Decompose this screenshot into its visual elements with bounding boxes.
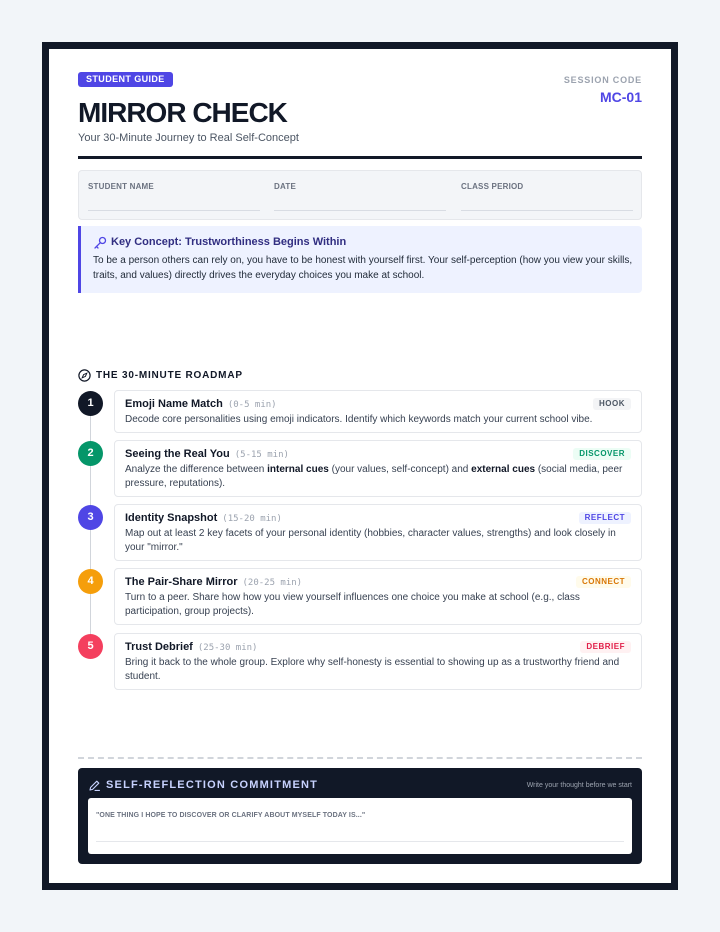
step-description: Bring it back to the whole group. Explore why self-honesty is essential to showing up as a trustworthy friend and student.	[125, 657, 620, 682]
internal-cues-term: internal cues	[267, 464, 329, 475]
step-tag: DEBRIEF	[580, 641, 631, 653]
worksheet-content	[78, 49, 642, 883]
session-code-label: SESSION CODE	[563, 75, 642, 85]
session-code-value: MC-01	[599, 89, 642, 105]
step-number-2: 2	[78, 441, 103, 466]
compass-icon	[78, 369, 91, 382]
step-number-3: 3	[78, 505, 103, 530]
commitment-hint: Write your thought before we start	[526, 782, 632, 789]
roadmap-title: THE 30-MINUTE ROADMAP	[96, 370, 243, 381]
class-period-line[interactable]	[461, 210, 633, 211]
step-desc-part: (social media, peer pressure, reputations).	[125, 464, 623, 489]
class-period-label: CLASS PERIOD	[461, 182, 524, 191]
step-time: (5-15 min)	[234, 450, 289, 460]
step-title	[125, 448, 289, 460]
step-title	[125, 398, 277, 410]
step-desc-part: Analyze the difference between	[125, 464, 268, 475]
date-line[interactable]	[274, 210, 446, 211]
step-description: Decode core personalities using emoji indicators. Identify which keywords match your current school vibe.	[125, 414, 593, 425]
cut-line-divider	[78, 757, 642, 759]
step-number-5: 5	[78, 634, 103, 659]
step-description	[125, 463, 631, 491]
step-title	[125, 512, 282, 524]
step-time: (15-20 min)	[222, 514, 282, 524]
commitment-prompt: "ONE THING I HOPE TO DISCOVER OR CLARIFY ABOUT MYSELF TODAY IS..."	[96, 812, 366, 819]
roadmap-step-card	[114, 633, 642, 690]
step-time: (25-30 min)	[197, 643, 258, 653]
step-title-text: The Pair-Share Mirror	[125, 576, 238, 588]
page-frame	[42, 42, 678, 890]
step-description: Turn to a peer. Share how how you view yourself influences one choice you make at school (e.g., class participation, group projects).	[125, 592, 580, 617]
step-time: (0-5 min)	[227, 400, 277, 410]
step-number-1: 1	[78, 391, 103, 416]
key-concept-title: Key Concept: Trustworthiness Begins Within	[111, 236, 347, 248]
step-title-text: Emoji Name Match	[125, 398, 223, 410]
step-tag: REFLECT	[579, 512, 631, 524]
step-tag: CONNECT	[576, 576, 631, 588]
self-reflection-commitment	[78, 768, 642, 864]
step-time: (20-25 min)	[242, 578, 303, 588]
date-field[interactable]	[274, 171, 446, 221]
header-divider	[78, 156, 642, 159]
step-title	[125, 641, 257, 653]
step-title-text: Seeing the Real You	[125, 448, 230, 460]
key-concept-text: To be a person others can rely on, you have to be honest with yourself first. Your self-perception (how you view your skills, traits, and values) directly drives the everyday choices you make at school.	[93, 255, 633, 281]
commitment-title: SELF-REFLECTION COMMITMENT	[106, 779, 319, 791]
student-name-line[interactable]	[88, 210, 260, 211]
step-title-text: Identity Snapshot	[125, 512, 218, 524]
student-guide-badge: STUDENT GUIDE	[78, 72, 173, 87]
key-icon	[93, 236, 107, 250]
roadmap-step-card	[114, 440, 642, 497]
worksheet	[49, 49, 671, 883]
student-name-field[interactable]	[88, 171, 260, 221]
roadmap-step-card	[114, 568, 642, 625]
commitment-write-line[interactable]	[96, 841, 624, 842]
key-concept-callout	[78, 226, 642, 293]
pencil-icon	[88, 779, 101, 792]
student-name-label: STUDENT NAME	[88, 182, 154, 191]
external-cues-term: external cues	[471, 464, 536, 475]
class-period-field[interactable]	[461, 171, 633, 221]
step-desc-part: (your values, self-concept) and	[328, 464, 472, 475]
student-info-fields	[78, 170, 642, 220]
step-description: Map out at least 2 key facets of your personal identity (hobbies, character values, strengths) and look closely in your "mirror."	[125, 528, 616, 553]
date-label: DATE	[274, 182, 296, 191]
step-number-4: 4	[78, 569, 103, 594]
step-tag: HOOK	[593, 398, 631, 410]
step-tag: DISCOVER	[573, 448, 631, 460]
roadmap-step-card	[114, 504, 642, 561]
commitment-answer-box[interactable]	[88, 798, 632, 854]
step-title-text: Trust Debrief	[125, 641, 193, 653]
page-subtitle: Your 30-Minute Journey to Real Self-Concept	[78, 132, 299, 144]
page-title: MIRROR CHECK	[78, 97, 287, 128]
step-title	[125, 576, 302, 588]
roadmap-step-card	[114, 390, 642, 433]
